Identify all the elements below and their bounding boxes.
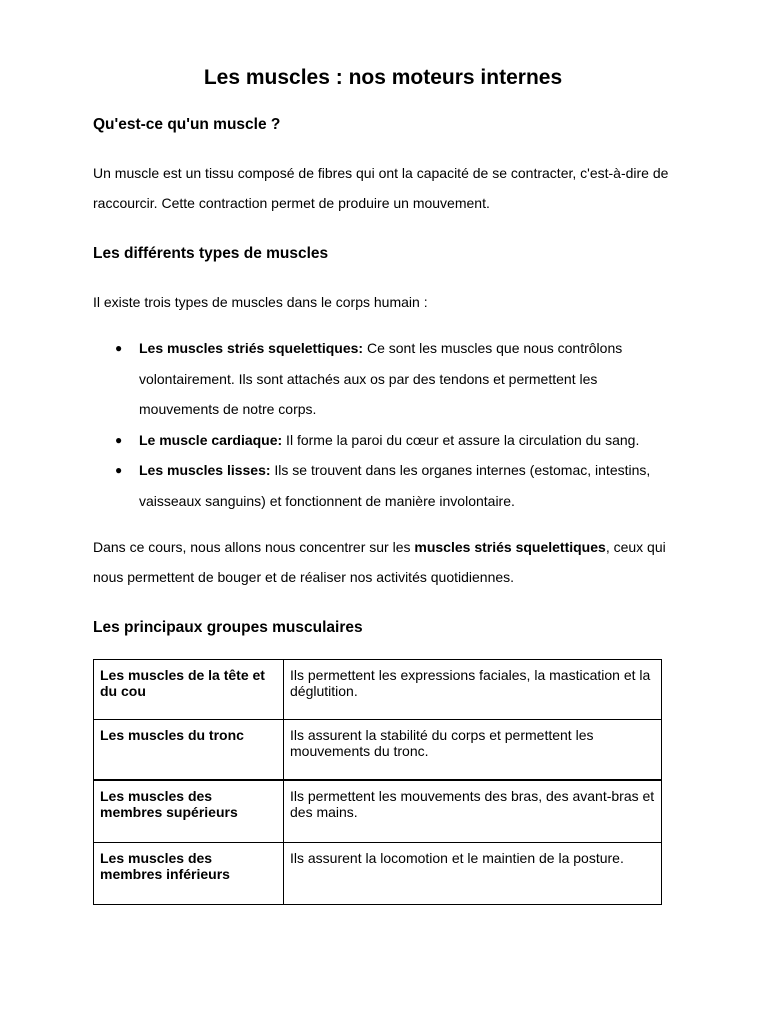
list-item-text: Ils se trouvent dans les organes internes (estomac, intestins, vaisseaux sanguins) et fonctionnent de manière involontaire. (139, 462, 651, 509)
table-cell-desc: Ils permettent les mouvements des bras, des avant-bras et des mains. (284, 780, 662, 843)
table-cell-desc: Ils assurent la stabilité du corps et permettent les mouvements du tronc. (284, 720, 662, 781)
table-row (94, 660, 662, 720)
focus-text-bold: muscles striés squelettiques (414, 539, 606, 555)
table-cell-desc: Ils permettent les expressions faciales, la mastication et la déglutition. (284, 660, 662, 720)
list-item-text: Il forme la paroi du cœur et assure la circulation du sang. (282, 431, 640, 448)
focus-text-after: , ceux qui nous permettent de bouger et de réaliser nos activités quotidiennes. (93, 539, 666, 585)
bullet-icon: ● (115, 432, 123, 447)
section-heading-groups: Les principaux groupes musculaires (93, 619, 363, 636)
page-title: Les muscles : nos moteurs internes (203, 66, 563, 89)
muscle-groups-table (93, 659, 662, 905)
list-item-term: Les muscles lisses: (139, 462, 271, 478)
muscle-types-list (93, 333, 673, 516)
section-heading-intro: Qu'est-ce qu'un muscle ? (93, 116, 281, 133)
list-item (93, 333, 673, 425)
table-row (94, 720, 662, 781)
intro-paragraph: Un muscle est un tissu composé de fibres qui ont la capacité de se contracter, c'est-à-dire de raccourcir. Cette contraction permet de produire un mouvement. (93, 165, 669, 211)
list-item-term: Le muscle cardiaque: (139, 431, 283, 448)
table-cell-name: Les muscles des membres inférieurs (94, 843, 284, 905)
list-item-text: Ce sont les muscles que nous contrôlons volontairement. Ils sont attachés aux os par des tendons et permettent les mouvements de notre corps. (139, 340, 623, 417)
focus-text-before: Dans ce cours, nous allons nous concentrer sur les (93, 539, 415, 555)
section-heading-types: Les différents types de muscles (93, 245, 329, 262)
bullet-icon: ● (115, 463, 123, 477)
table-row (94, 843, 662, 905)
table-row (94, 780, 662, 843)
list-item (93, 425, 673, 456)
table-cell-name: Les muscles du tronc (94, 720, 284, 781)
focus-paragraph (93, 532, 673, 592)
list-item-term: Les muscles striés squelettiques: (139, 340, 364, 356)
table-cell-name: Les muscles de la tête et du cou (94, 660, 284, 720)
types-lead: Il existe trois types de muscles dans le corps humain : (93, 294, 428, 310)
table-cell-desc: Ils assurent la locomotion et le maintien de la posture. (284, 843, 662, 905)
bullet-icon: ● (115, 341, 123, 355)
table-cell-name: Les muscles des membres supérieurs (94, 780, 284, 843)
list-item (93, 455, 673, 516)
